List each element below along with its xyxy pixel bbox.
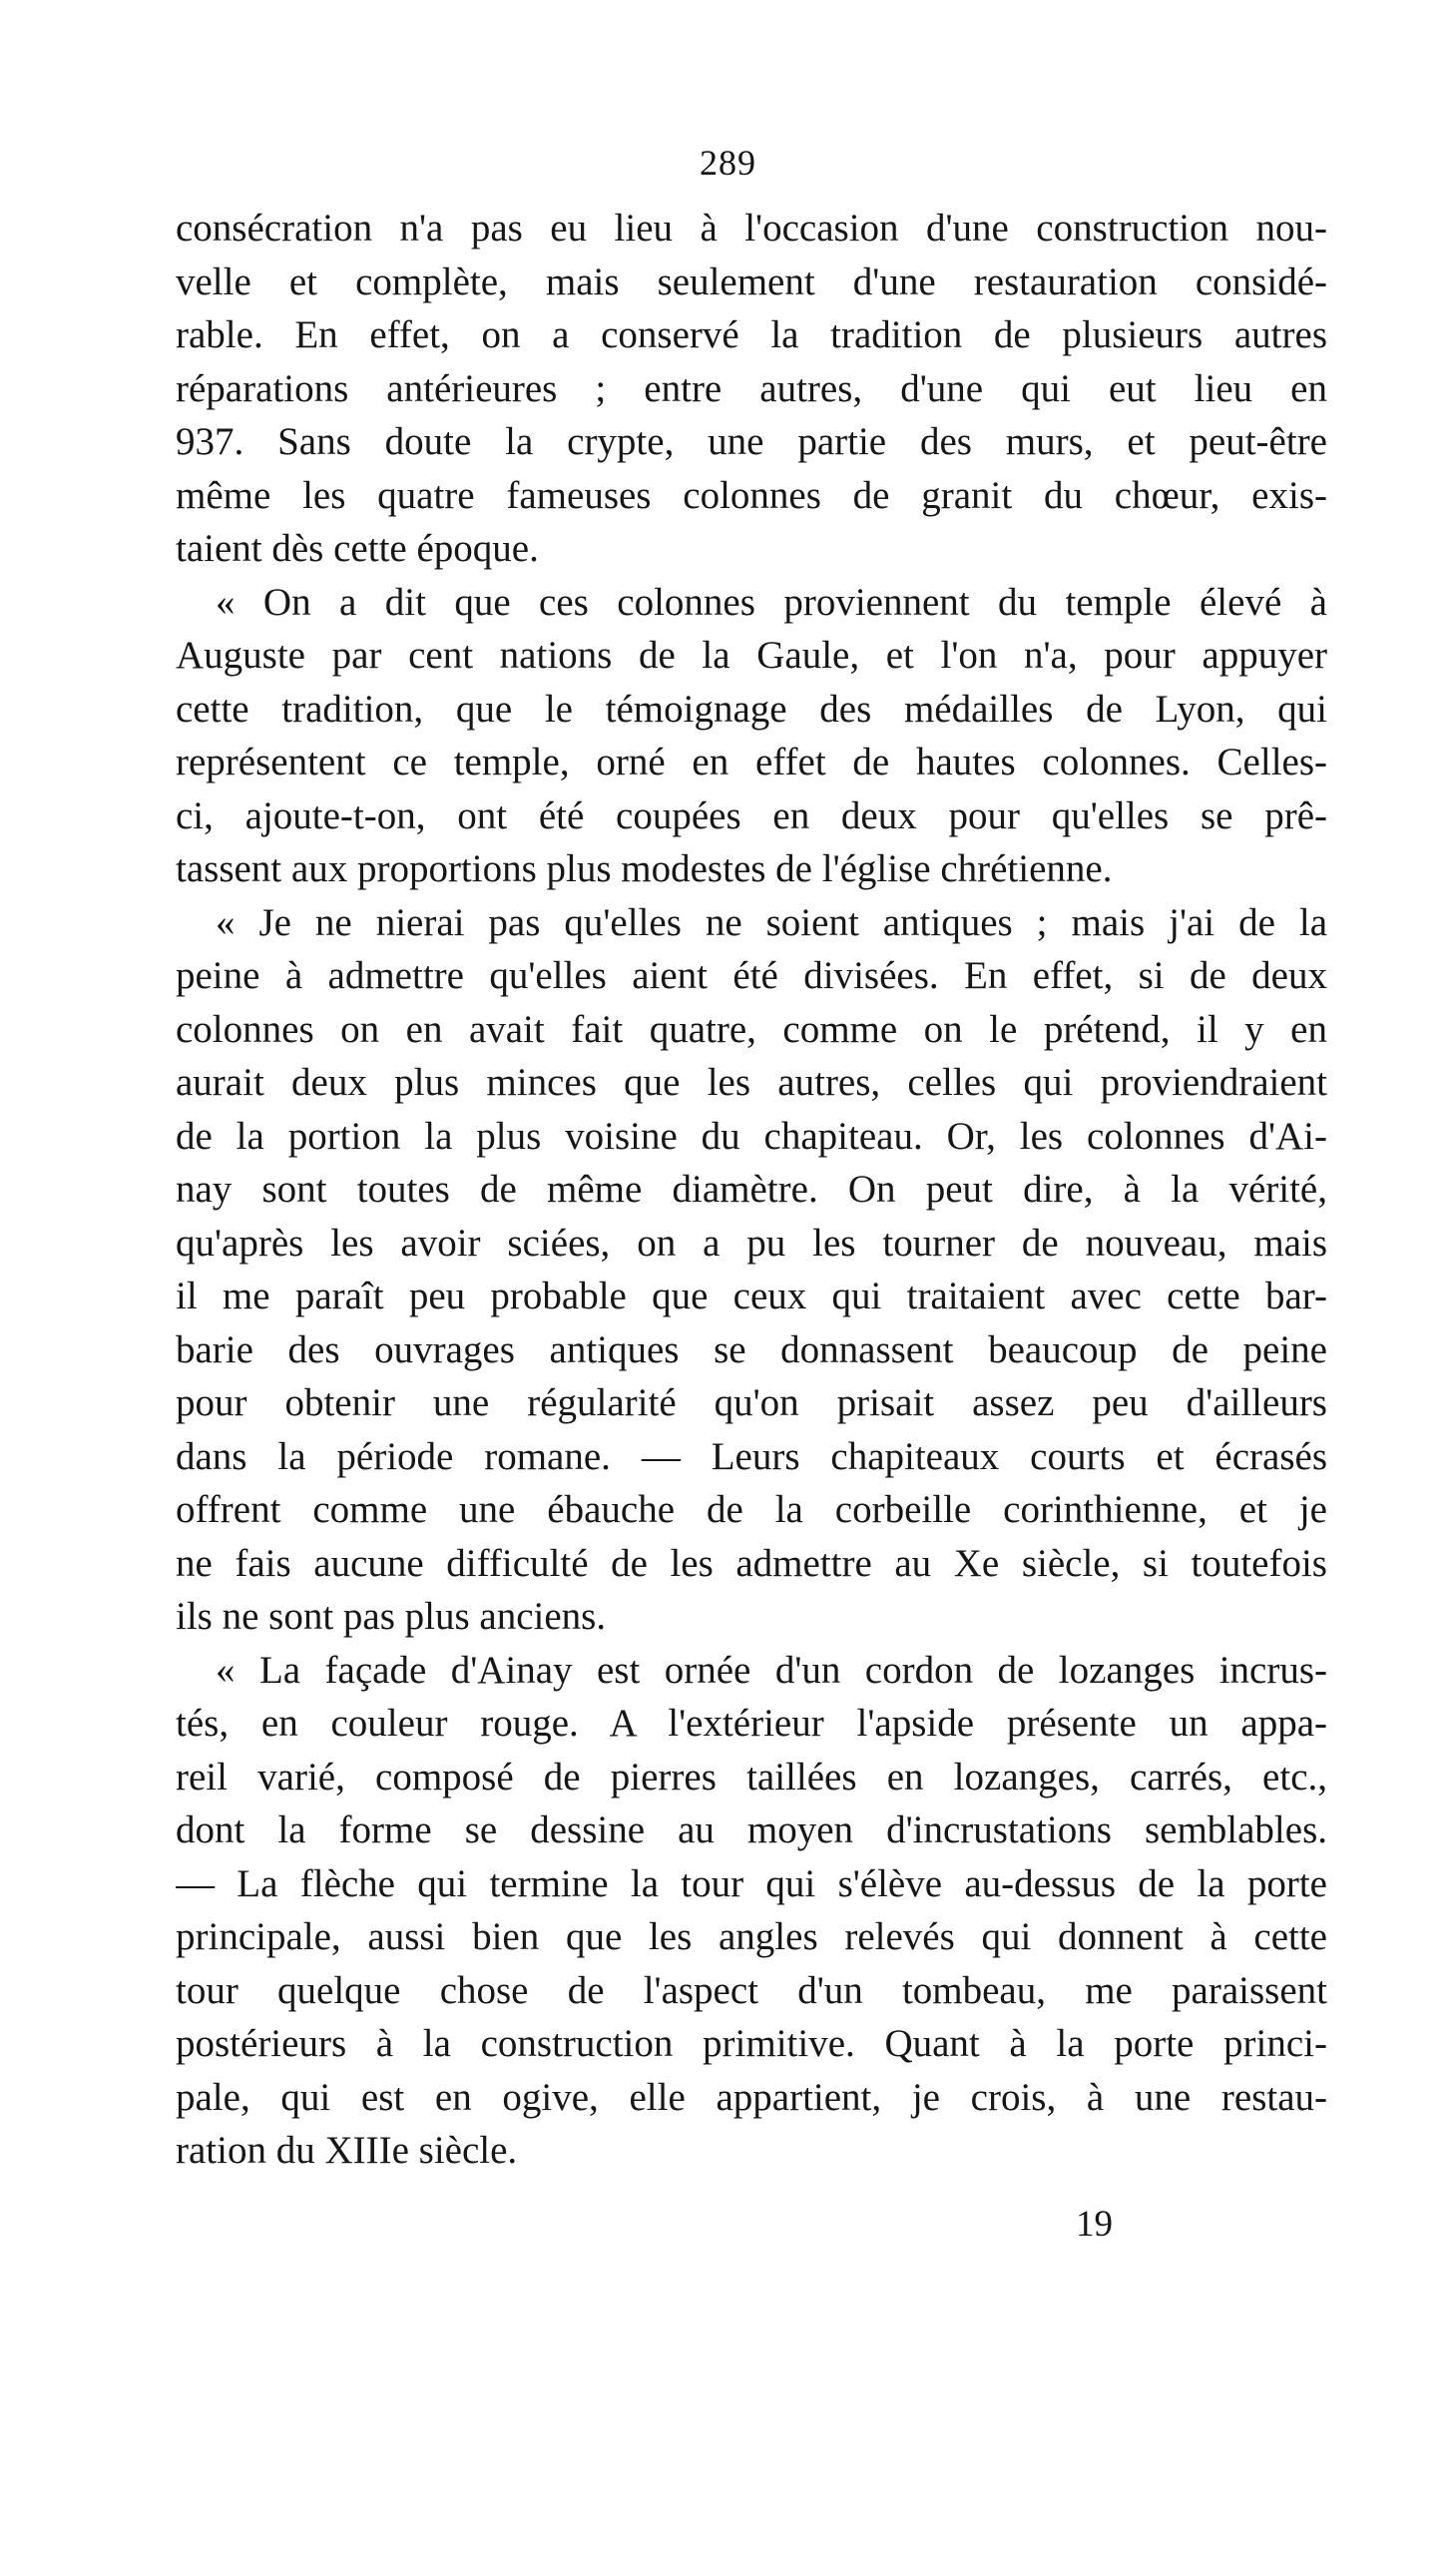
text-line: taient dès cette époque. (176, 527, 539, 570)
page-number: 289 (700, 143, 756, 183)
text-line: — La flèche qui termine la tour qui s'élève au-dessus de la porte (176, 1861, 1327, 1905)
text-line: « On a dit que ces colonnes proviennent du temple élevé à (216, 580, 1327, 624)
text-line: tour quelque chose de l'aspect d'un tombeau, me paraissent (176, 1968, 1327, 2012)
text-line: réparations antérieures ; entre autres, d'une qui eut lieu en (176, 366, 1327, 410)
text-line: consécration n'a pas eu lieu à l'occasion d'une construction nou- (176, 207, 1327, 250)
text-line: ne fais aucune difficulté de les admettre au Xe siècle, si toutefois (176, 1541, 1327, 1585)
text-line: reil varié, composé de pierres taillées en lozanges, carrés, etc., (176, 1755, 1327, 1798)
text-line: colonnes on en avait fait quatre, comme on le prétend, il y en (176, 1007, 1327, 1051)
text-line: aurait deux plus minces que les autres, celles qui proviendraient (176, 1061, 1327, 1104)
text-line: cette tradition, que le témoignage des médailles de Lyon, qui (176, 687, 1327, 731)
text-line: « La façade d'Ainay est ornée d'un cordon de lozanges incrus- (216, 1648, 1327, 1692)
text-line: ci, ajoute-t-on, ont été coupées en deux pour qu'elles se prê- (176, 793, 1327, 837)
text-line: tassent aux proportions plus modestes de l'église chrétienne. (176, 847, 1113, 890)
text-line: velle et complète, mais seulement d'une restauration considé- (176, 259, 1327, 303)
text-line: offrent comme une ébauche de la corbeille corinthienne, et je (176, 1488, 1327, 1531)
text-line: ration du XIIIe siècle. (176, 2129, 518, 2172)
text-line: qu'après les avoir sciées, on a pu les tourner de nouveau, mais (176, 1221, 1327, 1265)
text-line: rable. En effet, on a conservé la tradition de plusieurs autres (176, 313, 1327, 356)
text-line: de la portion la plus voisine du chapiteau. Or, les colonnes d'Ai- (176, 1114, 1327, 1158)
text-line: représentent ce temple, orné en effet de hautes colonnes. Celles- (176, 741, 1327, 783)
text-line: dans la période romane. — Leurs chapiteaux courts et écrasés (176, 1434, 1327, 1478)
text-line: principale, aussi bien que les angles relevés qui donnent à cette (176, 1915, 1327, 1958)
text-line: tés, en couleur rouge. A l'extérieur l'apside présente un appa- (176, 1702, 1327, 1745)
text-line: ils ne sont pas plus anciens. (176, 1595, 607, 1638)
text-line: Auguste par cent nations de la Gaule, et l'on n'a, pour appuyer (176, 634, 1327, 677)
text-line: pale, qui est en ogive, elle appartient, je crois, à une restau- (176, 2075, 1327, 2119)
text-line: barie des ouvrages antiques se donnassent beaucoup de peine (176, 1327, 1327, 1371)
text-line: 937. Sans doute la crypte, une partie des murs, et peut-être (176, 420, 1327, 463)
text-line: nay sont toutes de même diamètre. On peut dire, à la vérité, (176, 1168, 1327, 1211)
text-line: « Je ne nierai pas qu'elles ne soient antiques ; mais j'ai de la (216, 900, 1327, 944)
text-line: peine à admettre qu'elles aient été divisées. En effet, si de deux (176, 954, 1327, 997)
body-text (176, 202, 1327, 2178)
text-line: postérieurs à la construction primitive. Quant à la porte princi- (176, 2022, 1327, 2065)
signature-mark: 19 (1076, 2204, 1113, 2245)
text-line: dont la forme se dessine au moyen d'incrustations semblables. (176, 1808, 1327, 1851)
text-line: même les quatre fameuses colonnes de granit du chœur, exis- (176, 473, 1327, 517)
text-line: il me paraît peu probable que ceux qui traitaient avec cette bar- (176, 1275, 1327, 1317)
text-line: pour obtenir une régularité qu'on prisait assez peu d'ailleurs (176, 1381, 1327, 1424)
